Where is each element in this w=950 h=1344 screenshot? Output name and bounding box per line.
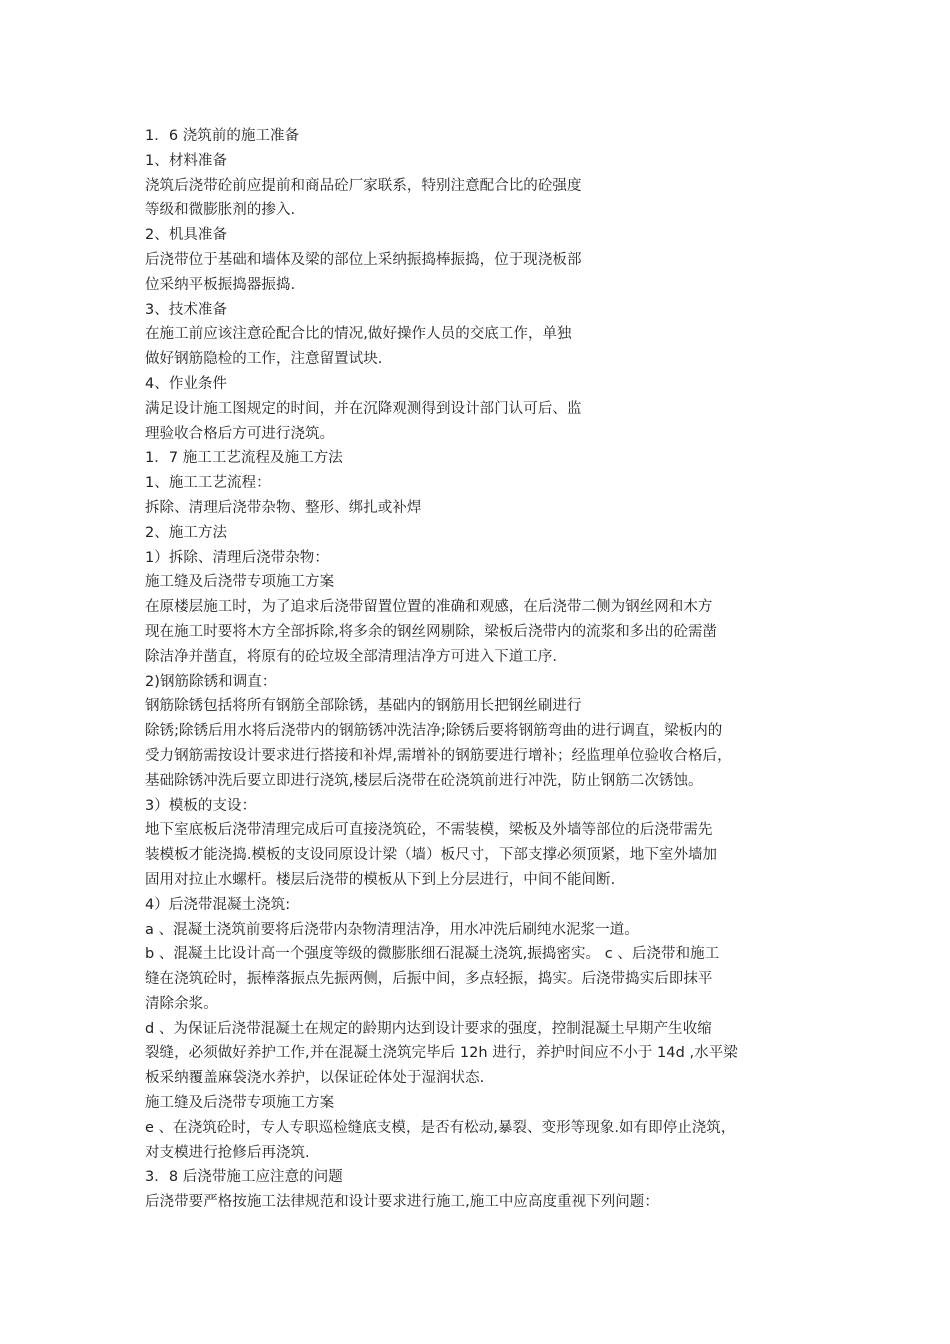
paragraph-line: 除洁净并凿直，将原有的砼垃圾全部清理洁净方可进入下道工序. xyxy=(145,648,558,665)
paragraph-line: 拆除、清理后浇带杂物、整形、绑扎或补焊 xyxy=(145,499,422,516)
paragraph-line: 浇筑后浇带砼前应提前和商品砼厂家联系，特别注意配合比的砼强度 xyxy=(145,177,582,194)
subsection-heading: 2、施工方法 xyxy=(145,524,228,541)
paragraph-line: 理验收合格后方可进行浇筑。 xyxy=(145,425,335,442)
paragraph-line: 地下室底板后浇带清理完成后可直接浇筑砼，不需装模，梁板及外墙等部位的后浇带需先 xyxy=(145,822,713,839)
paragraph-line: 清除余浆。 xyxy=(145,995,218,1012)
document-page xyxy=(145,124,825,1215)
paragraph-line: 后浇带位于基础和墙体及梁的部位上采纳振捣棒振捣，位于现浇板部 xyxy=(145,251,582,268)
paragraph-line: 后浇带要严格按施工法律规范和设计要求进行施工,施工中应高度重视下列问题： xyxy=(145,1194,659,1211)
paragraph-line: 在原楼层施工时，为了追求后浇带留置位置的准确和观感，在后浇带二侧为钢丝网和木方 xyxy=(145,599,713,616)
repeated-title-line: 施工缝及后浇带专项施工方案 xyxy=(145,574,335,591)
paragraph-line: d 、为保证后浇带混凝土在规定的龄期内达到设计要求的强度，控制混凝土早期产生收缩 xyxy=(145,1020,712,1037)
paragraph-line: 除锈;除锈后用水将后浇带内的钢筋锈冲洗洁净;除锈后要将钢筋弯曲的进行调直，梁板内的 xyxy=(145,723,723,740)
paragraph-line: 现在施工时要将木方全部拆除,将多余的钢丝网剔除，梁板后浇带内的流浆和多出的砼需凿 xyxy=(145,623,718,640)
repeated-title-line: 施工缝及后浇带专项施工方案 xyxy=(145,1095,335,1112)
paragraph-line: b 、混凝土比设计高一个强度等级的微膨胀细石混凝土浇筑,振捣密实。 c 、后浇带和施工 xyxy=(145,946,720,963)
paragraph-line: 在施工前应该注意砼配合比的情况,做好操作人员的交底工作，单独 xyxy=(145,326,572,343)
paragraph-line: 裂缝，必须做好养护工作,并在混凝土浇筑完毕后 12h 进行，养护时间应不小于 14d ,水平梁 xyxy=(145,1045,738,1062)
step-heading: 3）模板的支设： xyxy=(145,797,257,814)
step-heading: 1）拆除、清理后浇带杂物： xyxy=(145,549,329,566)
paragraph-line: 等级和微膨胀剂的掺入. xyxy=(145,202,296,219)
paragraph-line: 受力钢筋需按设计要求进行搭接和补焊,需增补的钢筋要进行增补；经监理单位验收合格后， xyxy=(145,747,732,764)
subsection-heading: 4、作业条件 xyxy=(145,375,228,392)
paragraph-line: a 、混凝土浇筑前要将后浇带内杂物清理洁净，用水冲洗后刷纯水泥浆一道。 xyxy=(145,921,639,938)
step-heading: 2)钢筋除锈和调直： xyxy=(145,673,277,690)
step-heading: 4）后浇带混凝土浇筑: xyxy=(145,896,291,913)
paragraph-line: 对支模进行抢修后再浇筑. xyxy=(145,1144,310,1161)
paragraph-line: 装模板才能浇捣.模板的支设同原设计梁（墙）板尺寸，下部支撑必须顶紧，地下室外墙加 xyxy=(145,847,718,864)
paragraph-line: 板采纳覆盖麻袋浇水养护，以保证砼体处于湿润状态. xyxy=(145,1070,485,1087)
paragraph-line: 缝在浇筑砼时，振棒落振点先振两侧，后振中间，多点轻振，捣实。后浇带捣实后即抹平 xyxy=(145,971,713,988)
section-heading: 1．7 施工工艺流程及施工方法 xyxy=(145,450,343,467)
section-heading: 1．6 浇筑前的施工准备 xyxy=(145,128,300,144)
paragraph-line: 位采纳平板振捣器振捣. xyxy=(145,276,296,293)
paragraph-line: 固用对拉止水螺杆。楼层后浇带的模板从下到上分层进行，中间不能间断. xyxy=(145,871,616,888)
paragraph-line: 满足设计施工图规定的时间，并在沉降观测得到设计部门认可后、监 xyxy=(145,400,582,417)
subsection-heading: 1、材料准备 xyxy=(145,152,228,169)
section-heading: 3．8 后浇带施工应注意的问题 xyxy=(145,1169,343,1186)
paragraph-line: 做好钢筋隐检的工作，注意留置试块. xyxy=(145,351,383,368)
paragraph-line: e 、在浇筑砼时，专人专职巡检缝底支模，是否有松动,暴裂、变形等现象.如有即停止浇筑， xyxy=(145,1119,736,1136)
subsection-heading: 1、施工工艺流程： xyxy=(145,475,271,492)
paragraph-line: 钢筋除锈包括将所有钢筋全部除锈，基础内的钢筋用长把钢丝刷进行 xyxy=(145,698,582,715)
paragraph-line: 基础除锈冲洗后要立即进行浇筑,楼层后浇带在砼浇筑前进行冲洗，防止钢筋二次锈蚀。 xyxy=(145,772,703,789)
subsection-heading: 2、机具准备 xyxy=(145,227,228,244)
subsection-heading: 3、技术准备 xyxy=(145,301,228,318)
